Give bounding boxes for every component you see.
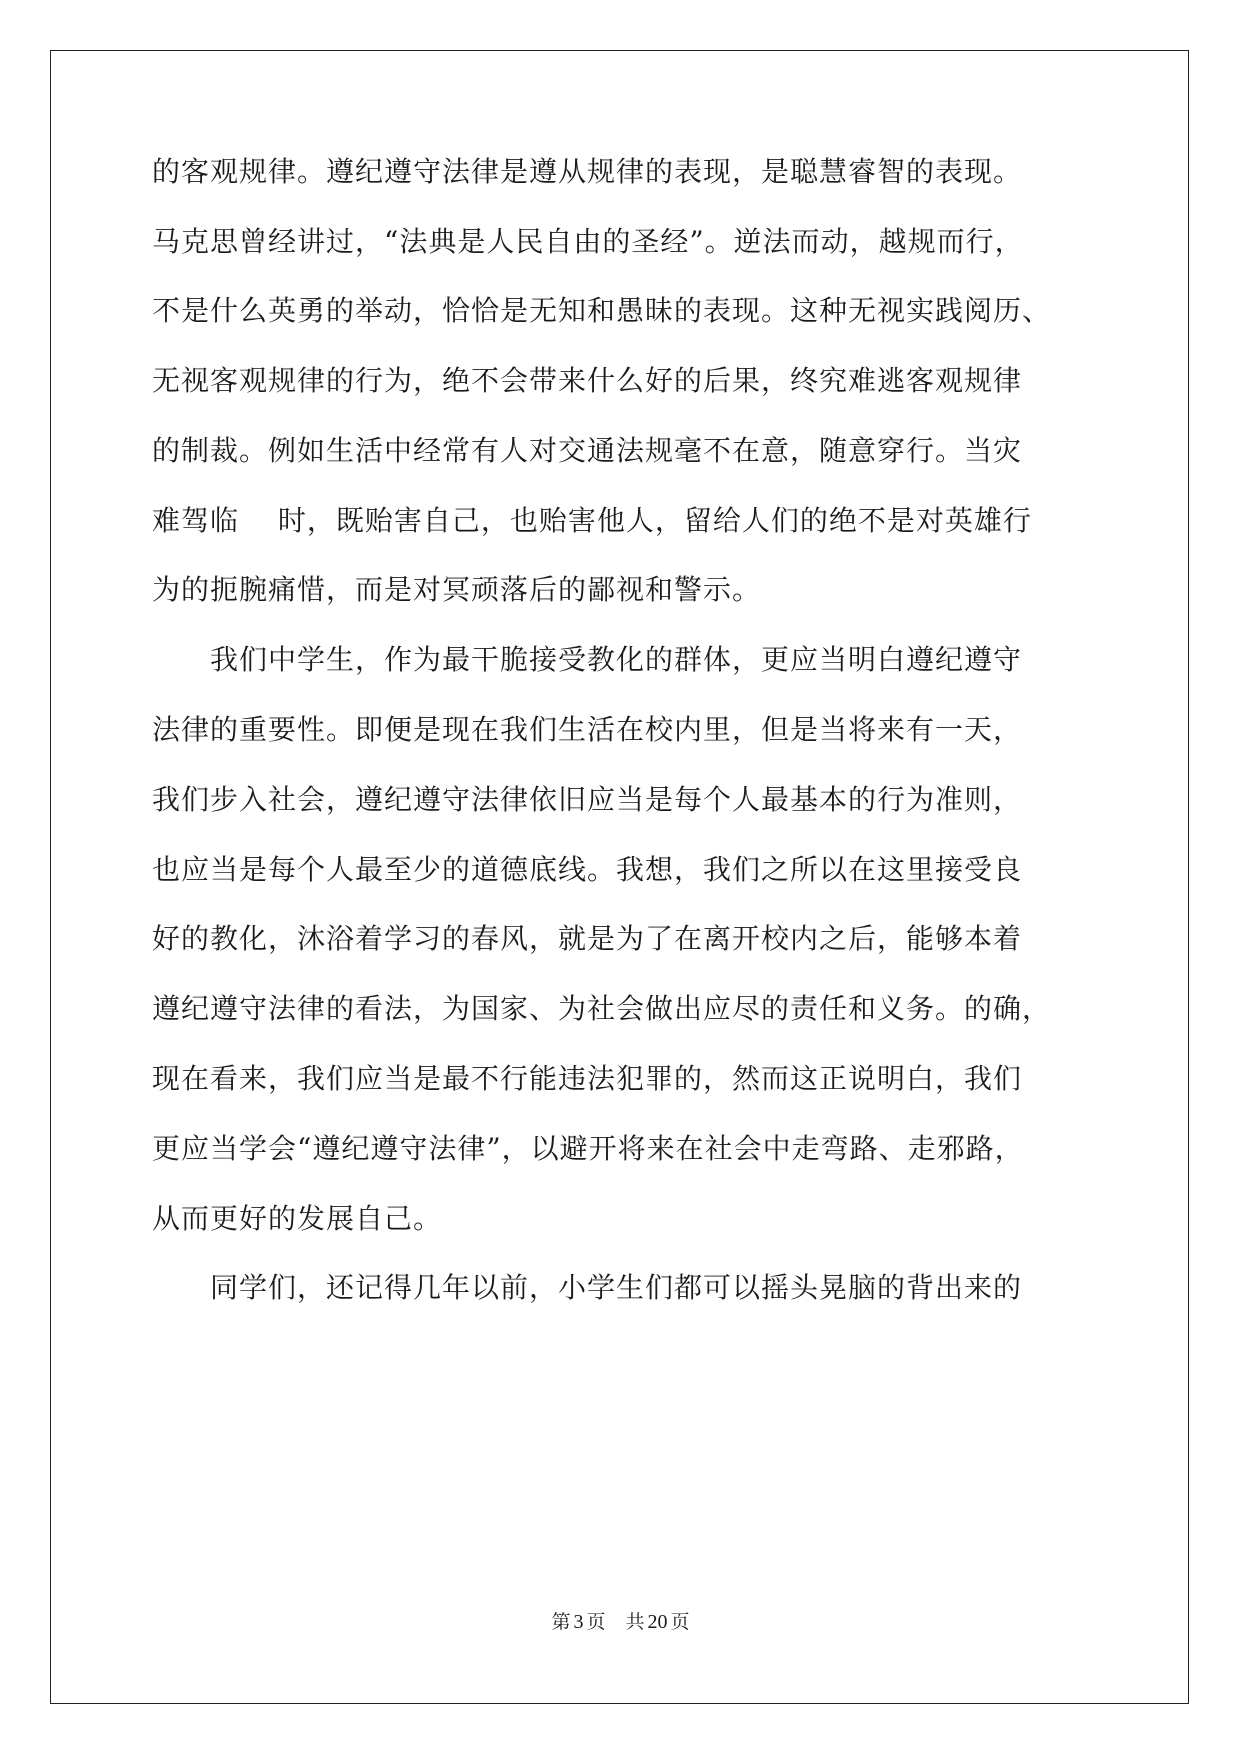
page-number: 3	[573, 1611, 584, 1633]
text-line: 不是什么英勇的举动，恰恰是无知和愚昧的表现。这种无视实践阅历、	[152, 294, 1052, 327]
text-line: 同学们，还记得几年以前，小学生们都可以摇头晃脑的背出来的	[152, 1271, 1023, 1304]
page-prefix: 第	[551, 1611, 571, 1633]
total-pages: 20	[647, 1611, 668, 1633]
text-line: 也应当是每个人最至少的道德底线。我想，我们之所以在这里接受良	[152, 853, 1023, 886]
text-line: 现在看来，我们应当是最不行能违法犯罪的，然而这正说明白，我们	[152, 1062, 1023, 1095]
text-line: 遵纪遵守法律的看法，为国家、为社会做出应尽的责任和义务。的确，	[152, 992, 1052, 1025]
text-line: 我们步入社会，遵纪遵守法律依旧应当是每个人最基本的行为准则，	[152, 783, 1023, 816]
text-line: 从而更好的发展自己。	[152, 1202, 443, 1235]
text-line: 的客观规律。遵纪遵守法律是遵从规律的表现，是聪慧睿智的表现。	[152, 155, 1023, 188]
text-line: 的制裁。例如生活中经常有人对交通法规毫不在意，随意穿行。当灾	[152, 434, 1023, 467]
page-suffix: 页	[586, 1611, 606, 1633]
text-line: 好的教化，沐浴着学习的春风，就是为了在离开校内之后，能够本着	[152, 922, 1023, 955]
text-line: 我们中学生，作为最干脆接受教化的群体，更应当明白遵纪遵守	[152, 643, 1023, 676]
text-line: 无视客观规律的行为，绝不会带来什么好的后果，终究难逃客观规律	[152, 364, 1023, 397]
total-suffix: 页	[670, 1611, 690, 1633]
text-line: 马克思曾经讲过，“法典是人民自由的圣经”。逆法而动，越规而行，	[152, 225, 1024, 258]
page-footer	[0, 1610, 1241, 1634]
text-line: 为的扼腕痛惜，而是对冥顽落后的鄙视和警示。	[152, 573, 762, 606]
text-line: 更应当学会“遵纪遵守法律”，以避开将来在社会中走弯路、走邪路，	[152, 1132, 1024, 1165]
total-prefix: 共	[625, 1611, 645, 1633]
text-line: 法律的重要性。即便是现在我们生活在校内里，但是当将来有一天，	[152, 713, 1023, 746]
text-line: 难驾临 时，既贻害自己，也贻害他人，留给人们的绝不是对英雄行	[152, 504, 1032, 537]
